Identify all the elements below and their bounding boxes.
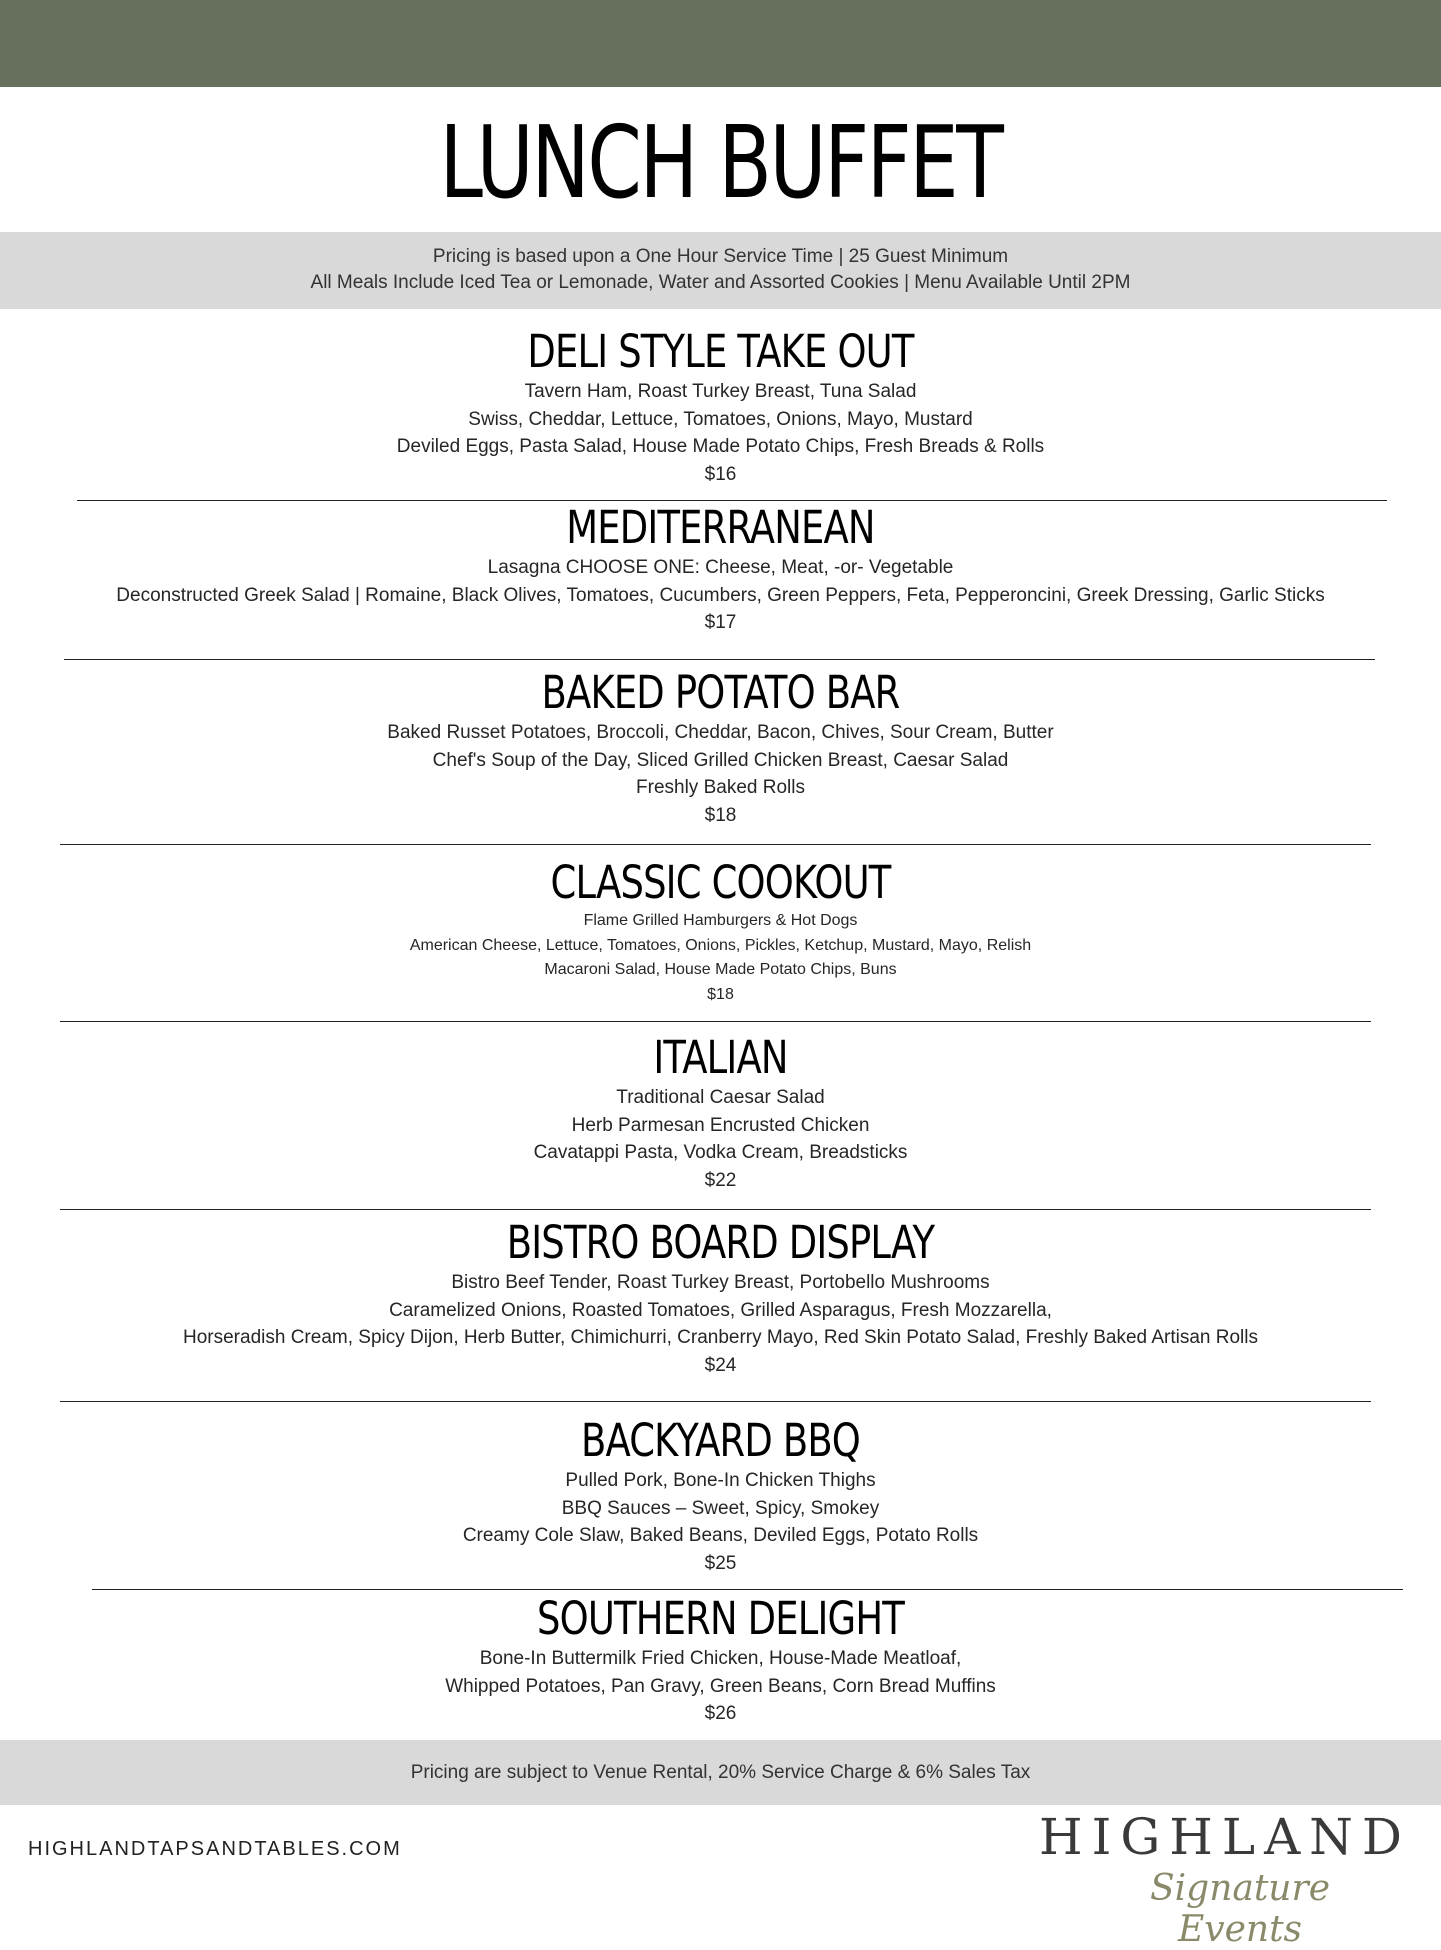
info-line-1: Pricing is based upon a One Hour Service Time | 25 Guest Minimum (432, 246, 1009, 267)
section-title: BACKYARD BBQ (580, 1414, 861, 1467)
section-title: BISTRO BOARD DISPLAY (506, 1216, 935, 1269)
menu-section-classic-cookout (0, 857, 1441, 1007)
menu-section-baked-potato (0, 667, 1441, 829)
menu-section-backyard-bbq (0, 1415, 1441, 1577)
section-title: DELI STYLE TAKE OUT (527, 325, 914, 378)
menu-section-mediterranean (0, 502, 1441, 637)
menu-section-italian (0, 1032, 1441, 1194)
section-divider (60, 1021, 1371, 1022)
menu-section-southern-delight (0, 1593, 1441, 1728)
section-title: CLASSIC COOKOUT (550, 856, 891, 909)
section-divider (60, 844, 1371, 845)
section-divider (60, 1209, 1371, 1210)
menu-section-bistro-board (0, 1217, 1441, 1379)
section-item-line: Cavatappi Pasta, Vodka Cream, Breadsticks (533, 1142, 908, 1163)
section-item-line: American Cheese, Lettuce, Tomatoes, Onions, Pickles, Ketchup, Mustard, Mayo, Relish (409, 936, 1032, 954)
section-price: $17 (704, 612, 737, 633)
footer-note-banner: Pricing are subject to Venue Rental, 20% Service Charge & 6% Sales Tax (0, 1740, 1441, 1805)
highland-logo (1030, 1808, 1430, 1950)
section-item-line: Freshly Baked Rolls (636, 777, 805, 798)
section-title: ITALIAN (653, 1031, 788, 1084)
menu-section-deli (0, 326, 1441, 488)
page-title: LUNCH BUFFET (439, 104, 1002, 221)
section-item-line: Tavern Ham, Roast Turkey Breast, Tuna Salad (524, 381, 917, 402)
section-title: BAKED POTATO BAR (541, 666, 900, 719)
section-price: $18 (704, 804, 737, 826)
section-item-line: Bistro Beef Tender, Roast Turkey Breast, Portobello Mushrooms (451, 1272, 990, 1293)
section-item-line: Traditional Caesar Salad (616, 1087, 825, 1108)
section-item-line: Swiss, Cheddar, Lettuce, Tomatoes, Onions, Mayo, Mustard (468, 408, 973, 430)
section-item-line: Creamy Cole Slaw, Baked Beans, Deviled Eggs, Potato Rolls (462, 1525, 979, 1546)
logo-wordmark: HIGHLAND (1038, 1808, 1412, 1866)
logo-script-tagline: Signature Events (1149, 1868, 1331, 1950)
section-title: MEDITERRANEAN (566, 501, 875, 554)
section-price: $22 (704, 1169, 737, 1191)
section-item-line: Caramelized Onions, Roasted Tomatoes, Grilled Asparagus, Fresh Mozzarella, (389, 1299, 1052, 1321)
section-price: $26 (704, 1703, 737, 1724)
section-item-line: Macaroni Salad, House Made Potato Chips, Buns (544, 961, 897, 978)
section-item-line: Whipped Potatoes, Pan Gravy, Green Beans, Corn Bread Muffins (445, 1675, 996, 1697)
section-item-line: Horseradish Cream, Spicy Dijon, Herb Butter, Chimichurri, Cranberry Mayo, Red Skin Potato Salad, Freshly Baked Artisan Rolls (183, 1327, 1258, 1348)
section-item-line: Deconstructed Greek Salad | Romaine, Black Olives, Tomatoes, Cucumbers, Green Peppers, Feta, Pepperoncini, Greek Dressing, Garlic Sticks (116, 584, 1325, 606)
website-link[interactable]: HIGHLANDTAPSANDTABLES.COM (28, 1838, 402, 1860)
section-price: $16 (704, 463, 737, 485)
info-line-2: All Meals Include Iced Tea or Lemonade, Water and Assorted Cookies | Menu Available Until 2PM (310, 272, 1131, 293)
section-price: $18 (707, 985, 734, 1003)
section-divider (92, 1589, 1403, 1590)
info-banner (0, 232, 1441, 309)
section-item-line: Flame Grilled Hamburgers & Hot Dogs (583, 912, 858, 929)
section-item-line: Lasagna CHOOSE ONE: Cheese, Meat, -or- Vegetable (487, 557, 954, 578)
section-divider (60, 1401, 1371, 1402)
top-color-band (0, 0, 1441, 87)
section-item-line: Deviled Eggs, Pasta Salad, House Made Potato Chips, Fresh Breads & Rolls (396, 436, 1045, 457)
section-price: $25 (704, 1552, 737, 1574)
section-item-line: Chef's Soup of the Day, Sliced Grilled Chicken Breast, Caesar Salad (432, 749, 1009, 771)
section-price: $24 (704, 1354, 737, 1376)
section-item-line: Herb Parmesan Encrusted Chicken (571, 1114, 870, 1136)
section-item-line: Pulled Pork, Bone-In Chicken Thighs (565, 1470, 876, 1491)
section-item-line: BBQ Sauces – Sweet, Spicy, Smokey (561, 1497, 880, 1519)
section-item-line: Bone-In Buttermilk Fried Chicken, House-Made Meatloaf, (479, 1648, 962, 1669)
section-divider (64, 659, 1375, 660)
section-title: SOUTHERN DELIGHT (536, 1592, 904, 1645)
section-item-line: Baked Russet Potatoes, Broccoli, Cheddar, Bacon, Chives, Sour Cream, Butter (387, 722, 1054, 743)
